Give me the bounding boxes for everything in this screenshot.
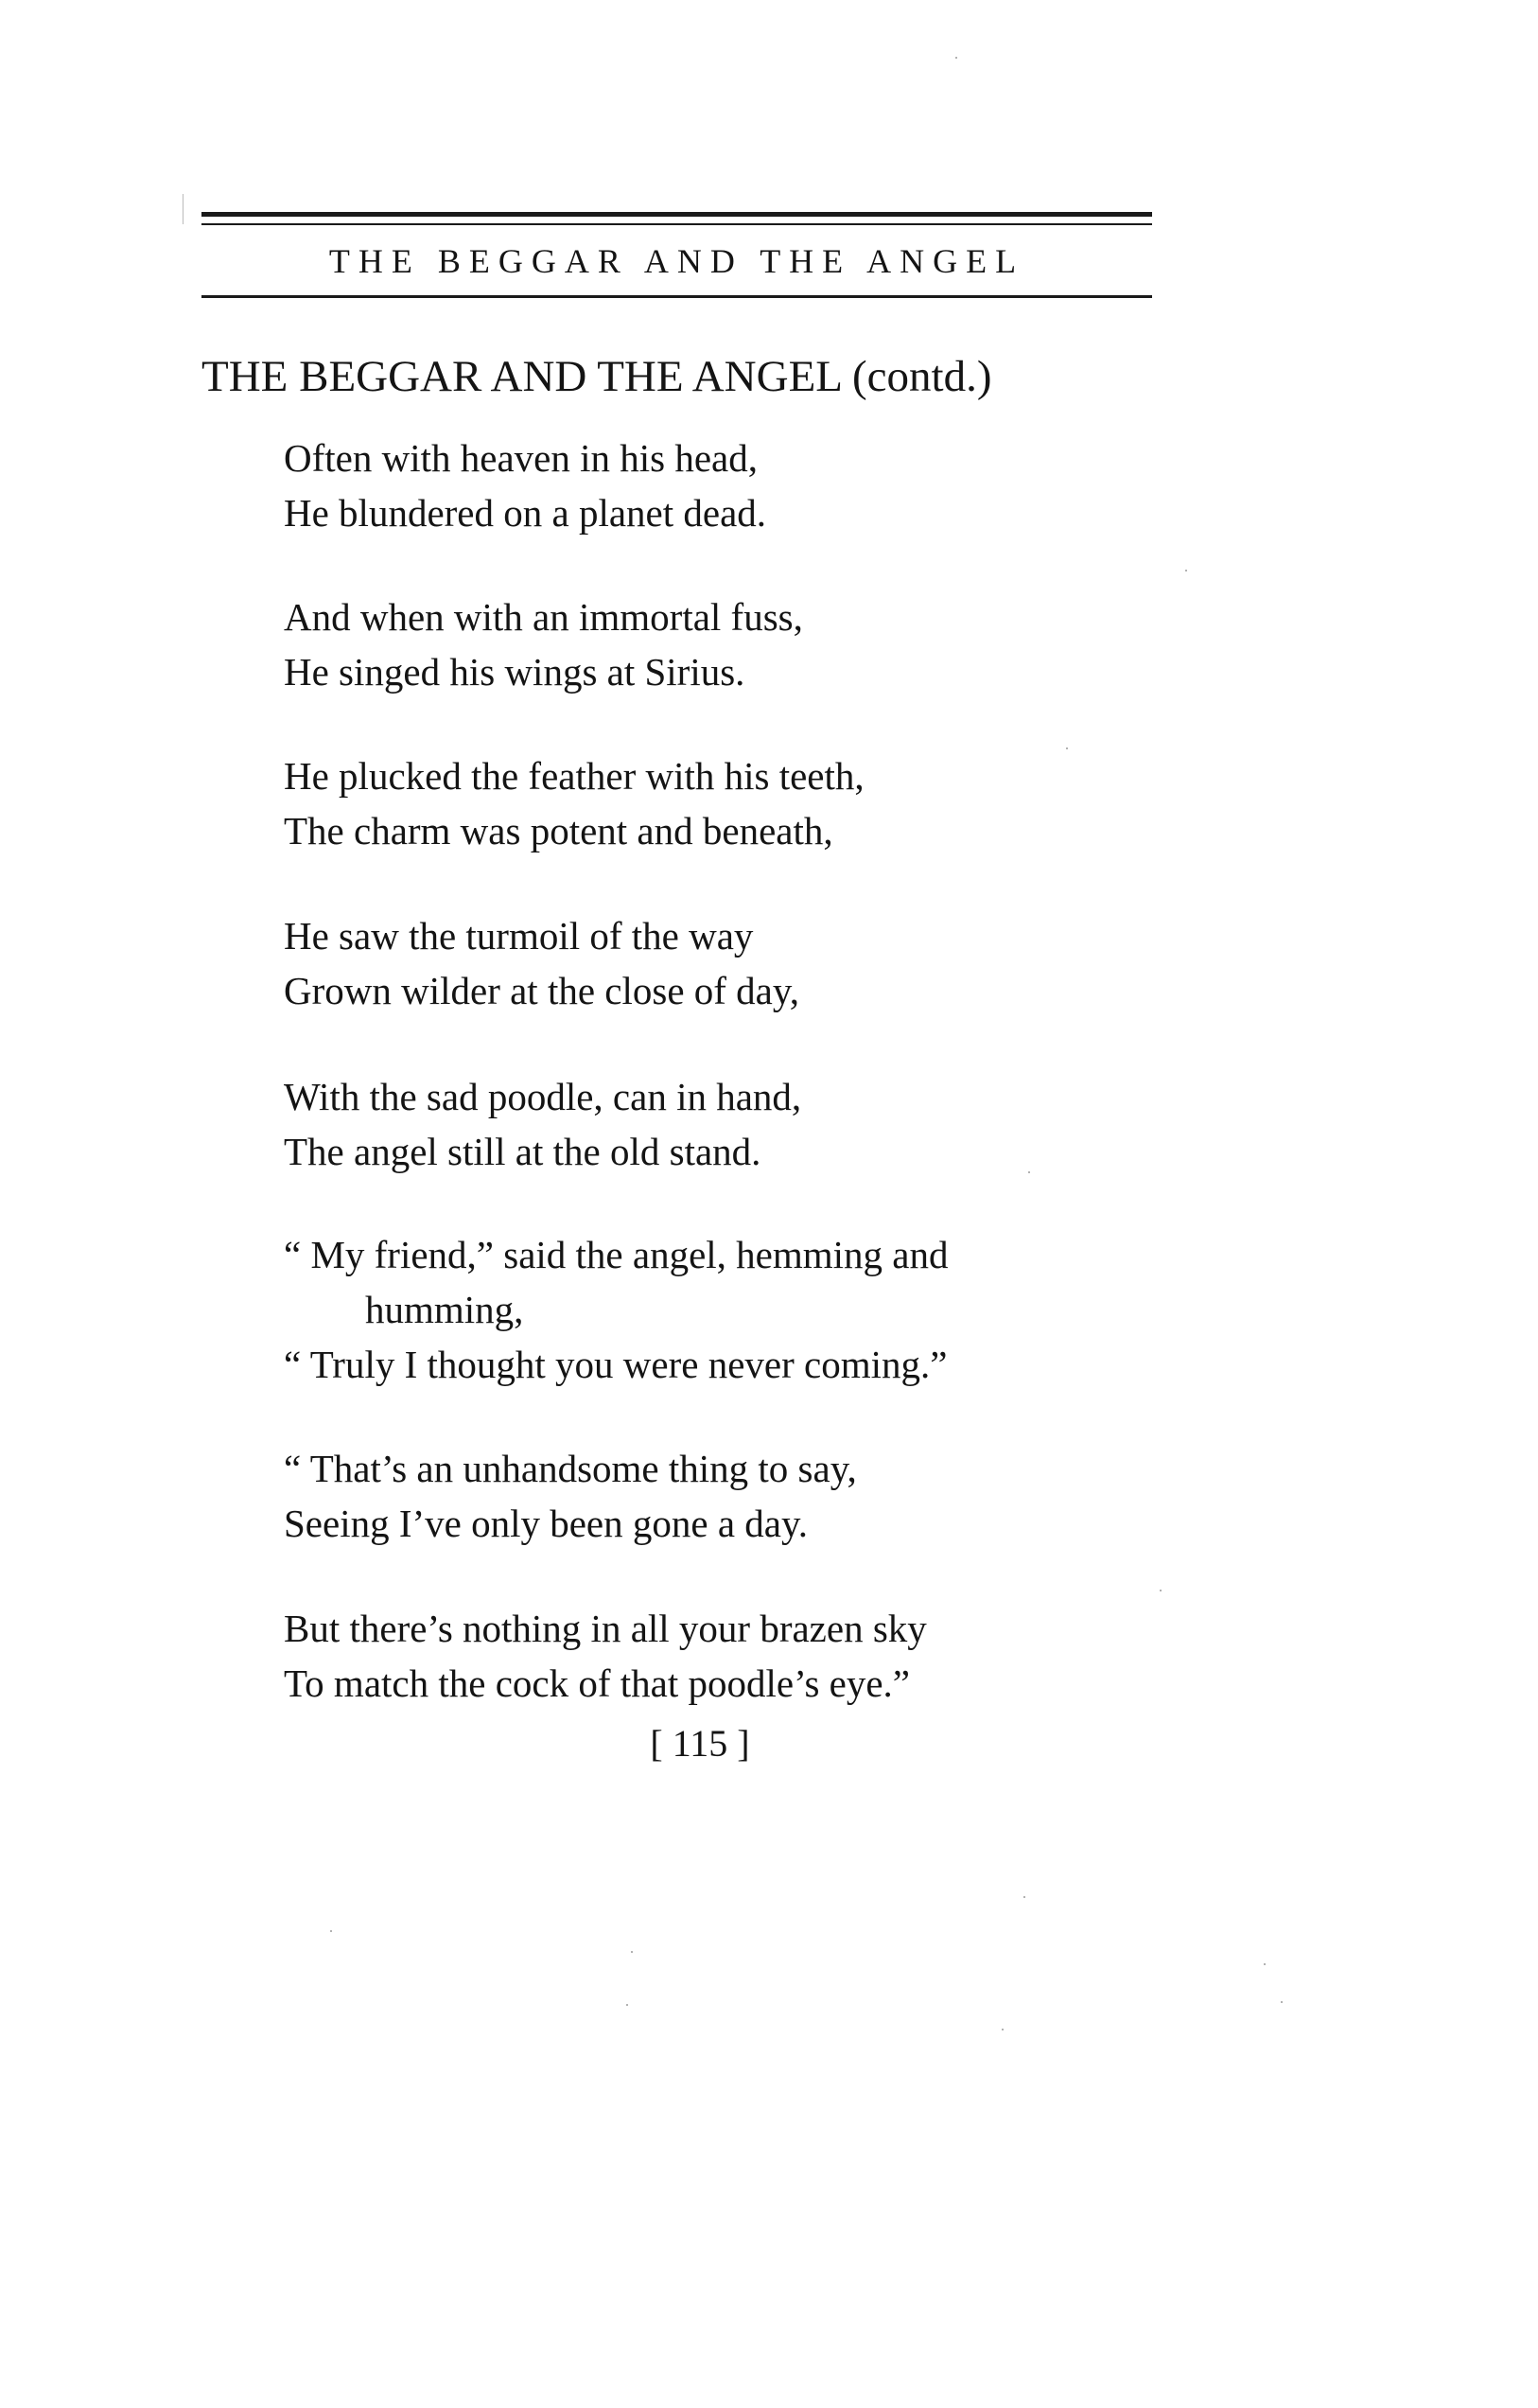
verse-line: He blundered on a planet dead. xyxy=(284,491,767,535)
verse-line: He saw the turmoil of the way xyxy=(284,914,754,958)
stanza-7 xyxy=(284,1441,1163,1551)
stanza-5 xyxy=(284,1069,1163,1179)
verse-line: He singed his wings at Sirius. xyxy=(284,650,745,694)
verse-line: To match the cock of that poodle’s eye.” xyxy=(284,1661,911,1705)
scan-speck xyxy=(1023,1896,1025,1898)
verse-line: “ Truly I thought you were never coming.” xyxy=(284,1343,948,1386)
stanza-1 xyxy=(284,431,1163,540)
verse-line: Grown wilder at the close of day, xyxy=(284,969,799,1012)
verse-line-continuation: humming, xyxy=(365,1288,524,1331)
scan-speck xyxy=(1028,1171,1030,1173)
poem-title-suffix: (contd.) xyxy=(852,352,992,401)
stanza-6 xyxy=(284,1227,1163,1392)
scan-speck xyxy=(626,2004,628,2006)
header-rule-bottom xyxy=(201,295,1152,298)
scan-speck xyxy=(955,57,957,59)
scan-speck xyxy=(1281,2001,1283,2003)
scan-speck xyxy=(1002,2029,1004,2030)
stanza-3 xyxy=(284,748,1163,858)
running-head: THE BEGGAR AND THE ANGEL xyxy=(328,242,1025,280)
verse-line: “ My friend,” said the angel, hemming and xyxy=(284,1233,949,1276)
verse-line: And when with an immortal fuss, xyxy=(284,595,803,639)
scan-speck xyxy=(1264,1963,1266,1965)
stanza-4 xyxy=(284,908,1163,1018)
poem-title-text: THE BEGGAR AND THE ANGEL xyxy=(201,352,842,401)
verse-line: The angel still at the old stand. xyxy=(284,1130,761,1173)
header-rule-top xyxy=(201,212,1152,217)
scan-speck xyxy=(330,1930,332,1932)
scan-speck xyxy=(1066,747,1068,749)
verse-line: But there’s nothing in all your brazen sky xyxy=(284,1607,927,1650)
scan-speck xyxy=(1185,570,1187,571)
stanza-8 xyxy=(284,1601,1163,1711)
verse-line: He plucked the feather with his teeth, xyxy=(284,754,865,798)
scan-speck xyxy=(631,1951,633,1953)
header-rule-top-thin xyxy=(201,223,1152,225)
margin-mark xyxy=(183,194,184,224)
stanza-2 xyxy=(284,589,1163,699)
verse-line: Seeing I’ve only been gone a day. xyxy=(284,1502,809,1545)
poem-title xyxy=(201,346,1157,407)
verse-line: “ That’s an unhandsome thing to say, xyxy=(284,1447,857,1490)
page-number: [ 115 ] xyxy=(650,1722,750,1765)
verse-line: With the sad poodle, can in hand, xyxy=(284,1075,802,1118)
scan-speck xyxy=(1160,1590,1162,1591)
verse-line: The charm was potent and beneath, xyxy=(284,809,833,852)
verse-line: Often with heaven in his head, xyxy=(284,436,758,480)
